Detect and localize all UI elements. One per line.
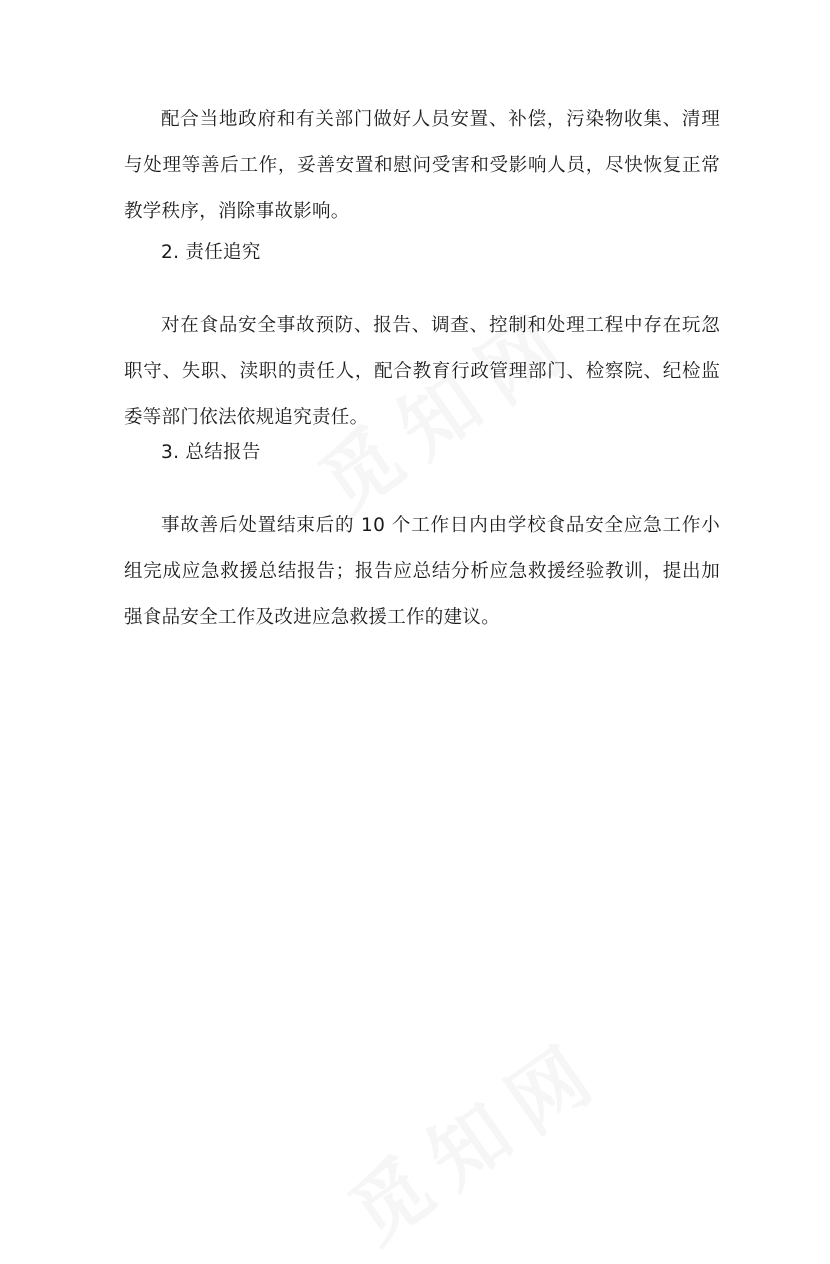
paragraph-aftermath: 配合当地政府和有关部门做好人员安置、补偿，污染物收集、清理与处理等善后工作，妥善安置和慰问受害和受影响人员，尽快恢复正常教学秩序，消除事故影响。 — [124, 109, 720, 222]
paragraph-summary-report: 事故善后处置结束后的 10 个工作日内由学校食品安全应急工作小组完成应急救援总结报告；报告应总结分析应急救援经验教训，提出加强食品安全工作及改进应急救援工作的建议。 — [124, 515, 720, 628]
section-heading-accountability: 2. 责任追究 — [161, 242, 261, 263]
paragraph-accountability: 对在食品安全事故预防、报告、调查、控制和处理工程中存在玩忽职守、失职、渎职的责任人，配合教育行政管理部门、检察院、纪检监委等部门依法依规追究责任。 — [124, 315, 720, 428]
watermark-lower — [324, 1008, 624, 1264]
section-heading-summary-report: 3. 总结报告 — [161, 442, 261, 463]
